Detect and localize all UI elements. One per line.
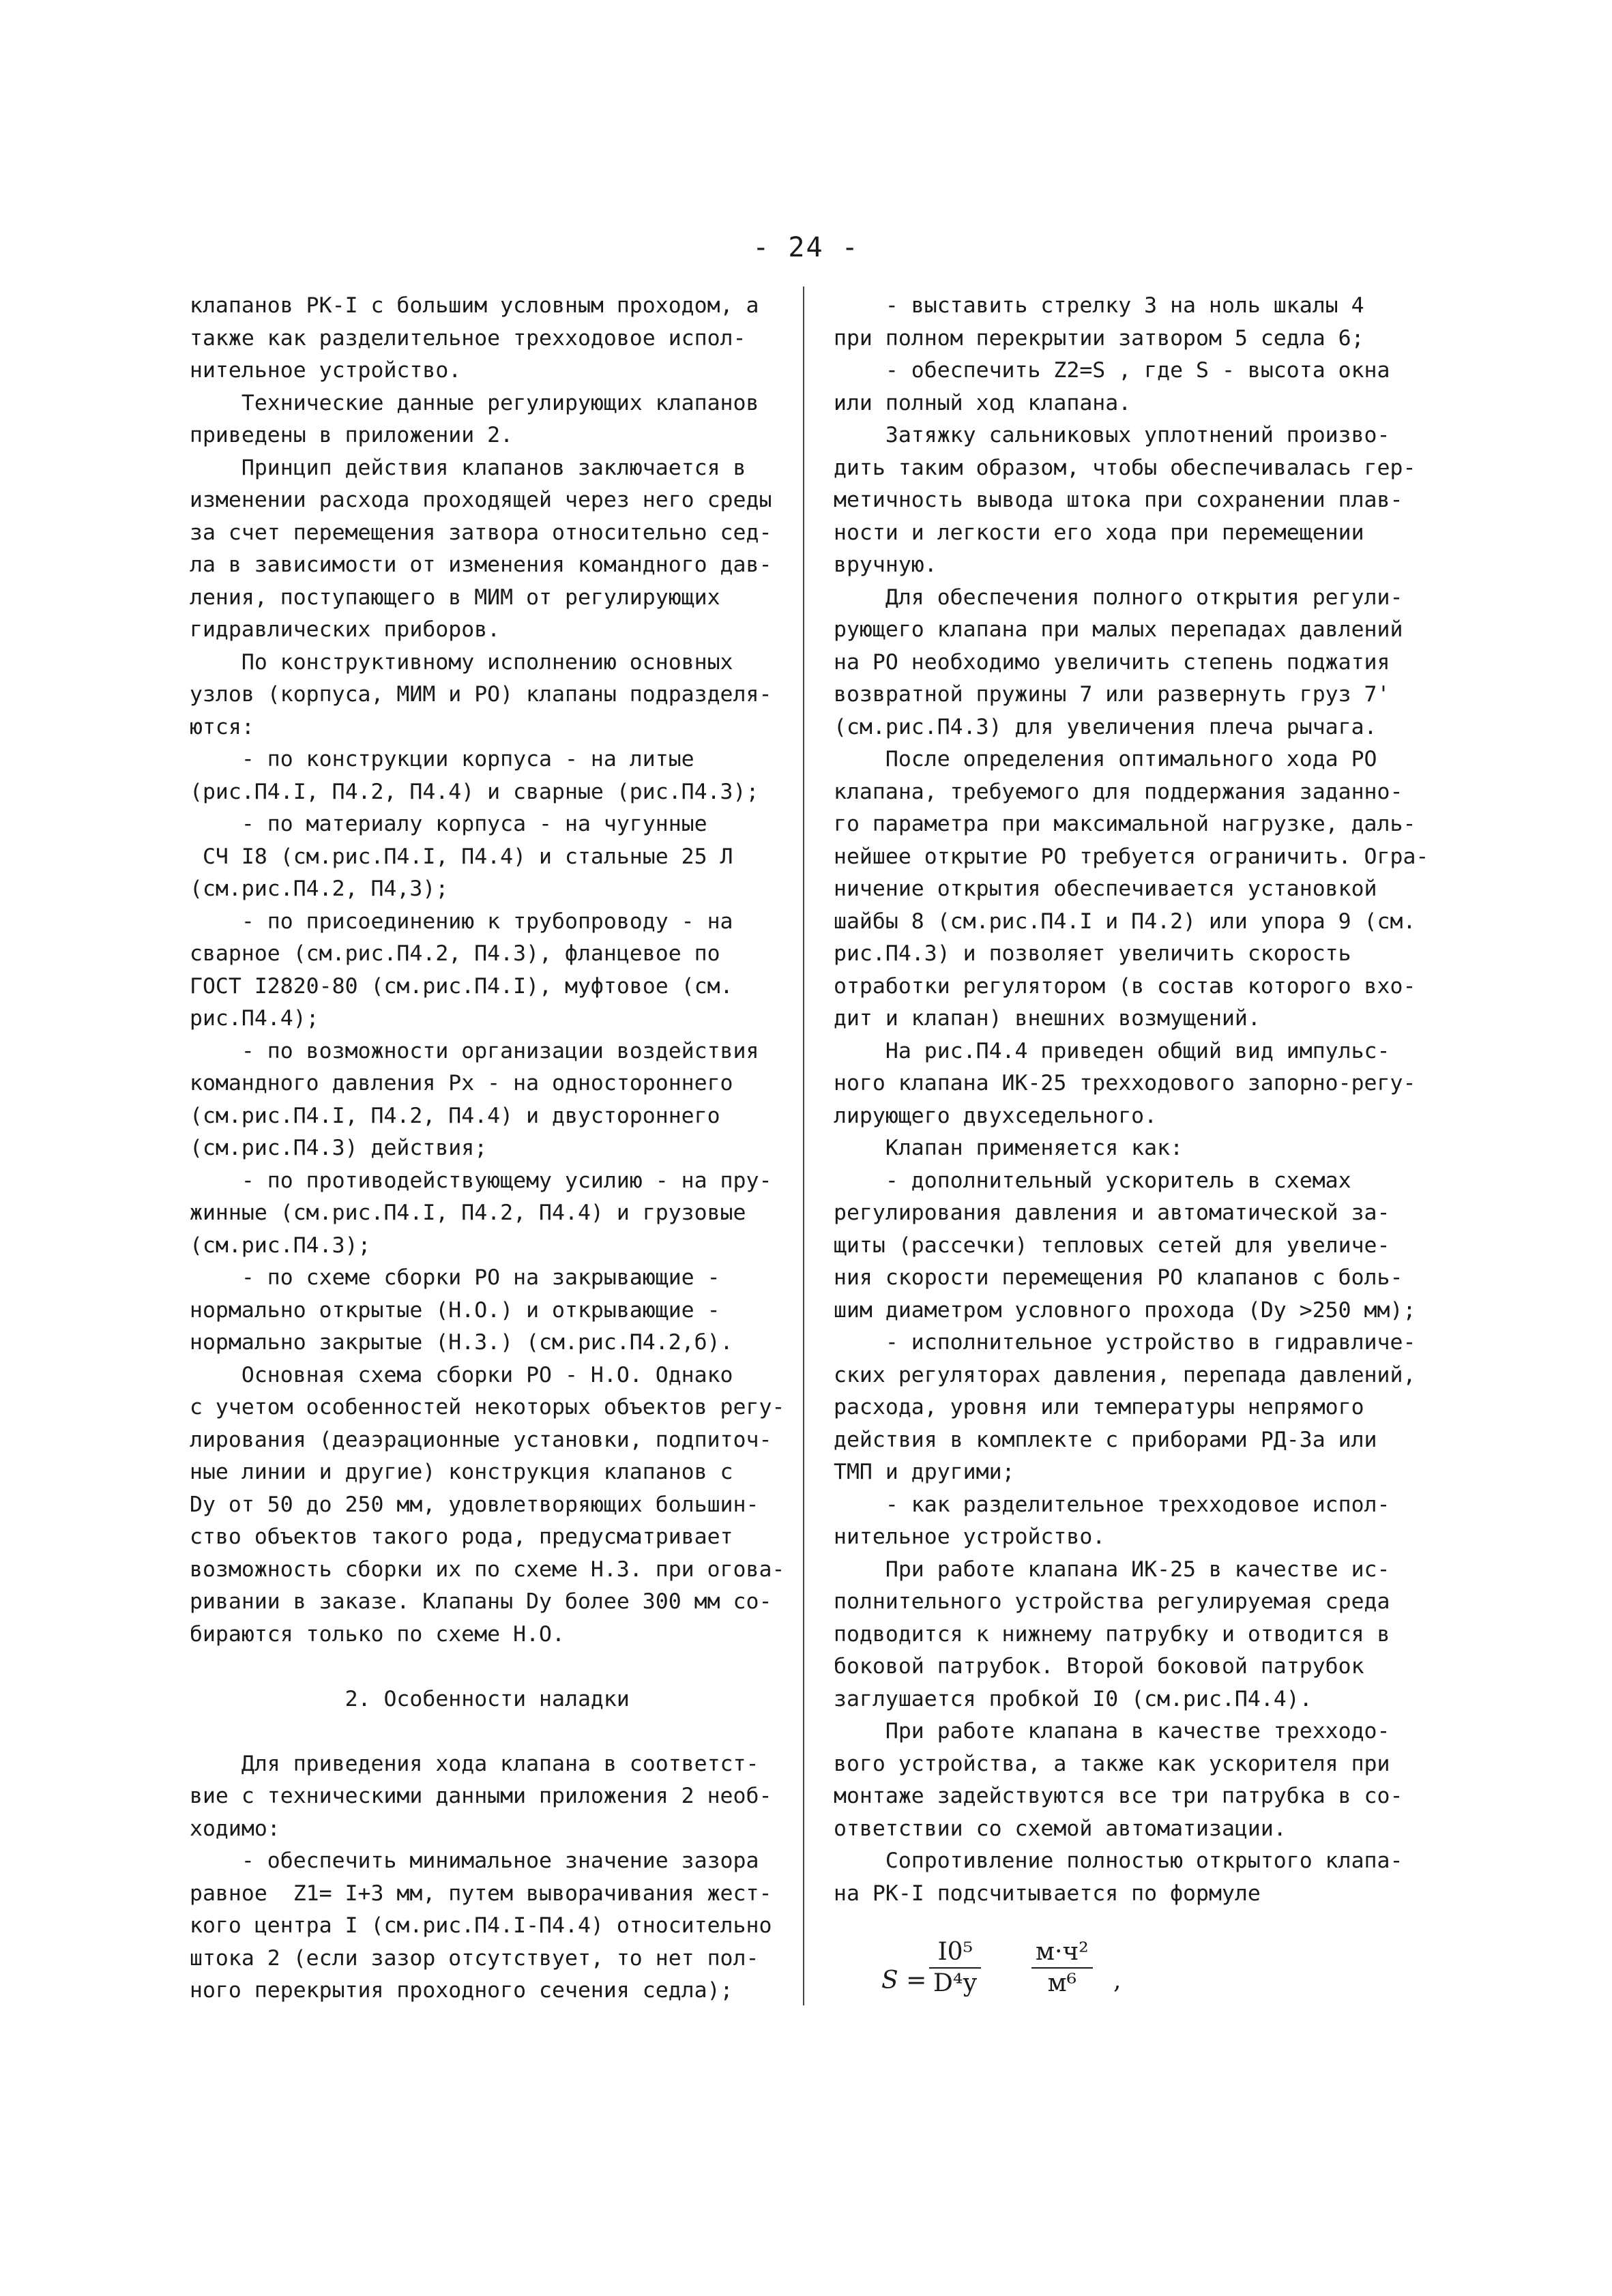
text-line: бираются только по схеме Н.О.	[190, 1621, 565, 1647]
column-divider	[803, 286, 804, 2005]
text-line: нормально открытые (Н.О.) и открывающие -	[190, 1297, 720, 1323]
text-line: ство объектов такого рода, предусматривает	[190, 1525, 733, 1549]
formula-numerator-1: I0⁵	[937, 1938, 973, 1966]
text-line: ления, поступающего в МИМ от регулирующих	[190, 585, 720, 610]
resistance-formula	[834, 1937, 1448, 2040]
text-line: шим диаметром условного прохода (Dу >250 мм);	[834, 1297, 1416, 1323]
text-line: ских регуляторах давления, перепада давлений,	[834, 1362, 1416, 1387]
text-line: ности и легкости его хода при перемещении	[834, 520, 1364, 545]
text-line: командного давления Px - на одностороннего	[190, 1071, 733, 1095]
formula-denominator-2: м⁶	[1047, 1969, 1077, 1997]
text-line: - исполнительное устройство в гидравличе-	[834, 1330, 1416, 1355]
text-line: лирующего двухседельного.	[834, 1103, 1158, 1128]
text-line: ла в зависимости от изменения командного дав-	[190, 553, 772, 577]
formula-comma: ,	[1113, 1967, 1122, 1995]
formula-fraction-2	[1031, 1937, 1093, 1999]
text-line: - дополнительный ускоритель в схемах	[834, 1168, 1351, 1193]
text-line: за счет перемещения затвора относительно сед-	[190, 520, 772, 545]
text-line: ривании в заказе. Клапаны Dу более 300 мм со-	[190, 1589, 772, 1614]
text-line: - по схеме сборки РО на закрывающие -	[190, 1265, 720, 1290]
text-line: возможность сборки их по схеме Н.З. при огова-	[190, 1557, 785, 1582]
text-line: отработки регулятором (в состав которого вхо-	[834, 973, 1416, 999]
text-line: ные линии и другие) конструкция клапанов с	[190, 1460, 733, 1484]
text-line: штока 2 (если зазор отсутствует, то нет пол-	[190, 1945, 759, 1971]
text-line: дит и клапан) внешних возмущений.	[834, 1006, 1261, 1031]
text-line: - выставить стрелку 3 на ноль шкалы 4	[834, 293, 1364, 318]
text-line: - по возможности организации воздействия	[190, 1038, 759, 1063]
text-line: ничение открытия обеспечивается установкой	[834, 877, 1377, 901]
text-line	[190, 1651, 783, 1683]
text-line: приведены в приложении 2.	[190, 423, 514, 447]
text-line: При работе клапана ИК-25 в качестве ис-	[834, 1557, 1390, 1582]
text-line: гидравлических приборов.	[190, 617, 501, 642]
text-line: ния скорости перемещения РО клапанов с боль-	[834, 1265, 1403, 1290]
text-line: (см.рис.П4.3) для увеличения плеча рычага.	[834, 714, 1377, 739]
text-line: узлов (корпуса, МИМ и РО) клапаны подразделя-	[190, 682, 772, 707]
text-line: нормально закрытые (Н.З.) (см.рис.П4.2,б).	[190, 1330, 733, 1355]
formula-lhs: S =	[881, 1967, 927, 1995]
formula-fraction-1	[929, 1937, 981, 1999]
text-line: полнительного устройства регулируемая среда	[834, 1589, 1390, 1614]
text-line: (см.рис.П4.I, П4.2, П4.4) и двустороннего	[190, 1103, 720, 1128]
text-line: - по материалу корпуса - на чугунные	[190, 812, 707, 836]
text-line: на РК-I подсчитывается по формуле	[834, 1881, 1261, 1906]
text-line: жинные (см.рис.П4.I, П4.2, П4.4) и грузовые	[190, 1201, 746, 1225]
text-line	[190, 1716, 783, 1748]
formula-numerator-2: м·ч²	[1036, 1938, 1089, 1966]
text-line: сварное (см.рис.П4.2, П4.3), фланцевое по	[190, 941, 720, 966]
text-line: лирования (деаэрационные установки, подпиточ-	[190, 1427, 772, 1452]
text-line: Принцип действия клапанов заключается в	[190, 455, 746, 480]
text-line: - обеспечить Z2=S , где S - высота окна	[834, 358, 1390, 383]
text-line: нейшее открытие РО требуется ограничить. Огра-	[834, 844, 1429, 869]
text-line: На рис.П4.4 приведен общий вид импульс-	[834, 1038, 1390, 1063]
text-line: го параметра при максимальной нагрузке, даль-	[834, 812, 1416, 836]
text-line: подводится к нижнему патрубку и отводится в	[834, 1621, 1390, 1647]
text-line: регулирования давления и автоматической за-	[834, 1201, 1390, 1225]
text-line: нительное устройство.	[190, 358, 462, 383]
text-line: ответствии со схемой автоматизации.	[834, 1816, 1287, 1841]
text-line: (см.рис.П4.3);	[190, 1233, 371, 1258]
text-line: боковой патрубок. Второй боковой патрубок	[834, 1654, 1364, 1679]
text-line: заглушается пробкой I0 (см.рис.П4.4).	[834, 1686, 1313, 1711]
text-line: метичность вывода штока при сохранении плав-	[834, 488, 1403, 512]
text-line: (см.рис.П4.3) действия;	[190, 1136, 488, 1160]
text-line: или полный ход клапана.	[834, 390, 1132, 415]
page-number: - 24 -	[752, 232, 860, 263]
text-line: (см.рис.П4.2, П4,3);	[190, 877, 449, 901]
text-line: шайбы 8 (см.рис.П4.I и П4.2) или упора 9 (см.	[834, 909, 1416, 934]
text-line: изменении расхода проходящей через него среды	[190, 488, 772, 512]
text-line: Технические данные регулирующих клапанов	[190, 390, 759, 415]
text-line: 2. Особенности наладки	[190, 1686, 630, 1711]
text-line: при полном перекрытии затвором 5 седла 6;	[834, 325, 1364, 351]
left-column	[190, 290, 783, 2007]
text-line: ются:	[190, 714, 254, 739]
text-line: щиты (рассечки) тепловых сетей для увеличе-	[834, 1233, 1390, 1258]
text-line: Клапан применяется как:	[834, 1136, 1184, 1160]
text-line: монтаже задействуются все три патрубка в со-	[834, 1784, 1403, 1808]
text-line: ГОСТ I2820-80 (см.рис.П4.I), муфтовое (см.	[190, 973, 733, 999]
text-line: Сопротивление полностью открытого клапа-	[834, 1849, 1403, 1873]
text-line: клапана, требуемого для поддержания заданно-	[834, 779, 1403, 804]
text-line: ходимо:	[190, 1816, 280, 1841]
text-line: клапанов РК-I с большим условным проходом, а	[190, 293, 759, 318]
text-line: - по присоединению к трубопроводу - на	[190, 909, 733, 934]
right-column-text	[834, 290, 1448, 1910]
text-line: - как разделительное трехходовое испол-	[834, 1492, 1390, 1517]
text-line: - по конструкции корпуса - на литые	[190, 747, 694, 771]
right-column	[834, 290, 1448, 2040]
text-line: - по противодействующему усилию - на пру-	[190, 1168, 772, 1193]
text-line: После определения оптимального хода РО	[834, 747, 1377, 771]
text-line: ного клапана ИК-25 трехходового запорно-регу-	[834, 1071, 1416, 1095]
text-line: возвратной пружины 7 или развернуть груз 7'	[834, 682, 1390, 707]
text-line: рующего клапана при малых перепадах давлений	[834, 617, 1403, 642]
text-line: расхода, уровня или температуры непрямого	[834, 1395, 1364, 1419]
text-line: действия в комплекте с приборами РД-3а или	[834, 1427, 1377, 1452]
text-line: вручную.	[834, 553, 937, 577]
text-line: равное Z1= I+3 мм, путем выворачивания жест-	[190, 1881, 772, 1906]
text-line: дить таким образом, чтобы обеспечивалась гер-	[834, 455, 1416, 480]
formula-denominator-1: D⁴у	[933, 1969, 978, 1997]
text-line: (рис.П4.I, П4.2, П4.4) и сварные (рис.П4.3);	[190, 779, 759, 804]
text-line: также как разделительное трехходовое испол-	[190, 325, 746, 351]
text-line: Для обеспечения полного открытия регули-	[834, 585, 1403, 610]
text-line: ТМП и другими;	[834, 1460, 1015, 1484]
text-line: ного перекрытия проходного сечения седла);	[190, 1978, 733, 2003]
text-line: СЧ I8 (см.рис.П4.I, П4.4) и стальные 25 Л	[190, 844, 733, 869]
text-line: Основная схема сборки РО - Н.О. Однако	[190, 1362, 733, 1387]
text-line: - обеспечить минимальное значение зазора	[190, 1849, 759, 1873]
text-line: рис.П4.3) и позволяет увеличить скорость	[834, 941, 1351, 966]
text-line: вого устройства, а также как ускорителя при	[834, 1751, 1390, 1776]
text-line: на РО необходимо увеличить степень поджатия	[834, 649, 1390, 675]
text-line: По конструктивному исполнению основных	[190, 649, 733, 675]
text-line: вие с техническими данными приложения 2 необ-	[190, 1784, 772, 1808]
text-line: Dу от 50 до 250 мм, удовлетворяющих большин-	[190, 1492, 759, 1517]
text-line: рис.П4.4);	[190, 1006, 319, 1031]
text-line: При работе клапана в качестве трехходо-	[834, 1719, 1390, 1743]
text-line: Для приведения хода клапана в соответст-	[190, 1751, 759, 1776]
text-line: с учетом особенностей некоторых объектов регу-	[190, 1395, 785, 1419]
text-line: нительное устройство.	[834, 1525, 1106, 1549]
text-line: кого центра I (см.рис.П4.I-П4.4) относительно	[190, 1913, 772, 1938]
text-line: Затяжку сальниковых уплотнений произво-	[834, 423, 1390, 447]
